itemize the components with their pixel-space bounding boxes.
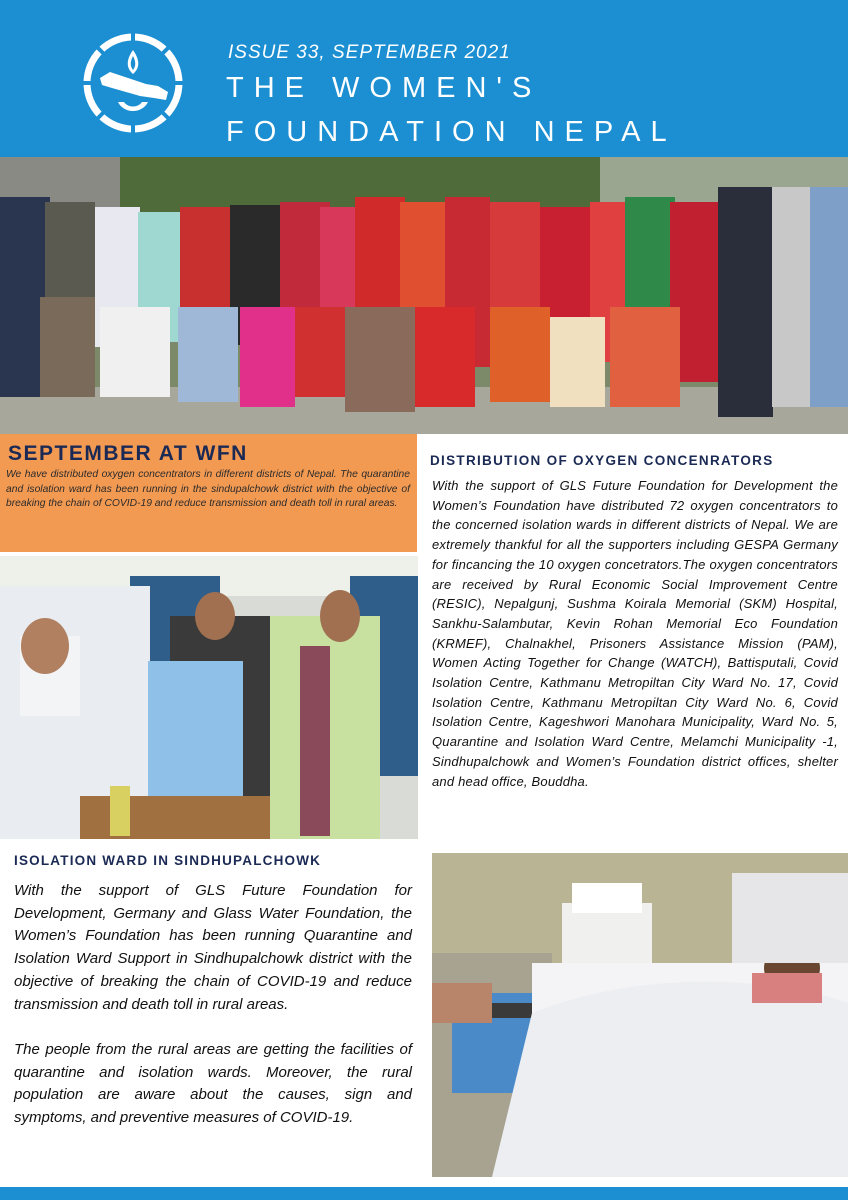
isolation-paragraph-2: The people from the rural areas are getting the facilities of quarantine and isolation wards. Moreover, the rural population are aware about the causes, sign and symptoms, and preventive measures of COVID-19.	[14, 1040, 412, 1127]
group-photo	[0, 157, 848, 434]
isolation-ward-photo	[432, 853, 848, 1177]
masthead-title-line2: FOUNDATION NEPAL	[226, 116, 677, 148]
isolation-text	[14, 880, 412, 1130]
september-title: SEPTEMBER AT WFN	[8, 442, 248, 465]
header-banner	[0, 0, 848, 157]
masthead-title-line1: THE WOMEN'S	[226, 72, 542, 104]
distribution-heading: DISTRIBUTION OF OXYGEN CONCENRATORS	[430, 453, 774, 468]
footer-bar	[0, 1187, 848, 1200]
isolation-heading: ISOLATION WARD IN SINDHUPALCHOWK	[14, 853, 322, 868]
september-text: We have distributed oxygen concentrators in different districts of Nepal. The quarantine and isolation ward has been running in the sindupalchowk district with the objective of breaking the chain of COVID-19 and reduce transmission and death toll in rural areas.	[6, 469, 410, 509]
issue-label: ISSUE 33, SEPTEMBER 2021	[228, 42, 511, 63]
september-summary-box	[0, 434, 417, 552]
distribution-text: With the support of GLS Future Foundation for Development the Women’s Foundation have distributed 72 oxygen concentrators to the concerned isolation wards in different districts of Nepal. We are extremely thankful for all the supporters including GESPA Germany for fincancing the 10 oxygen concetrators.The oxygen concentrators are received by Rural Economic Social Improvement Centre (RESIC), Nepalgunj, Sushma Koirala Memorial (SKM) Hospital, Sankhu-Salambutar, Kevin Rohan Memorial Eco Foundation (KRMEF), Chalnakhel, Prisoners Assistance Mission (PAM), Women Acting Together for Change (WATCH), Battisputali, Covid Isolation Centre, Kathmanu Metropiltan City Ward No. 17, Covid Isolation Centre, Kathmanu Metropiltan City Ward No. 6, Covid Isolation Centre, Kageshwori Manohara Municipality, Ward No. 5, Quarantine and Isolation Ward Centre, Melamchi Municipality -1, Sindhupalchowk and Women’s Foundation district offices, shelter and head office, Bouddha.	[432, 478, 838, 789]
isolation-paragraph-1: With the support of GLS Future Foundation for Development, Germany and Glass Water Foundation, the Women’s Foundation has been running Quarantine and Isolation Ward Support in Sindhupalchowk district with the objective of breaking the chain of COVID-19 and reduce transmission and death toll in rural areas.	[14, 882, 412, 1013]
oxygen-concentrator-photo	[0, 556, 418, 839]
wfn-logo-icon	[80, 30, 186, 136]
